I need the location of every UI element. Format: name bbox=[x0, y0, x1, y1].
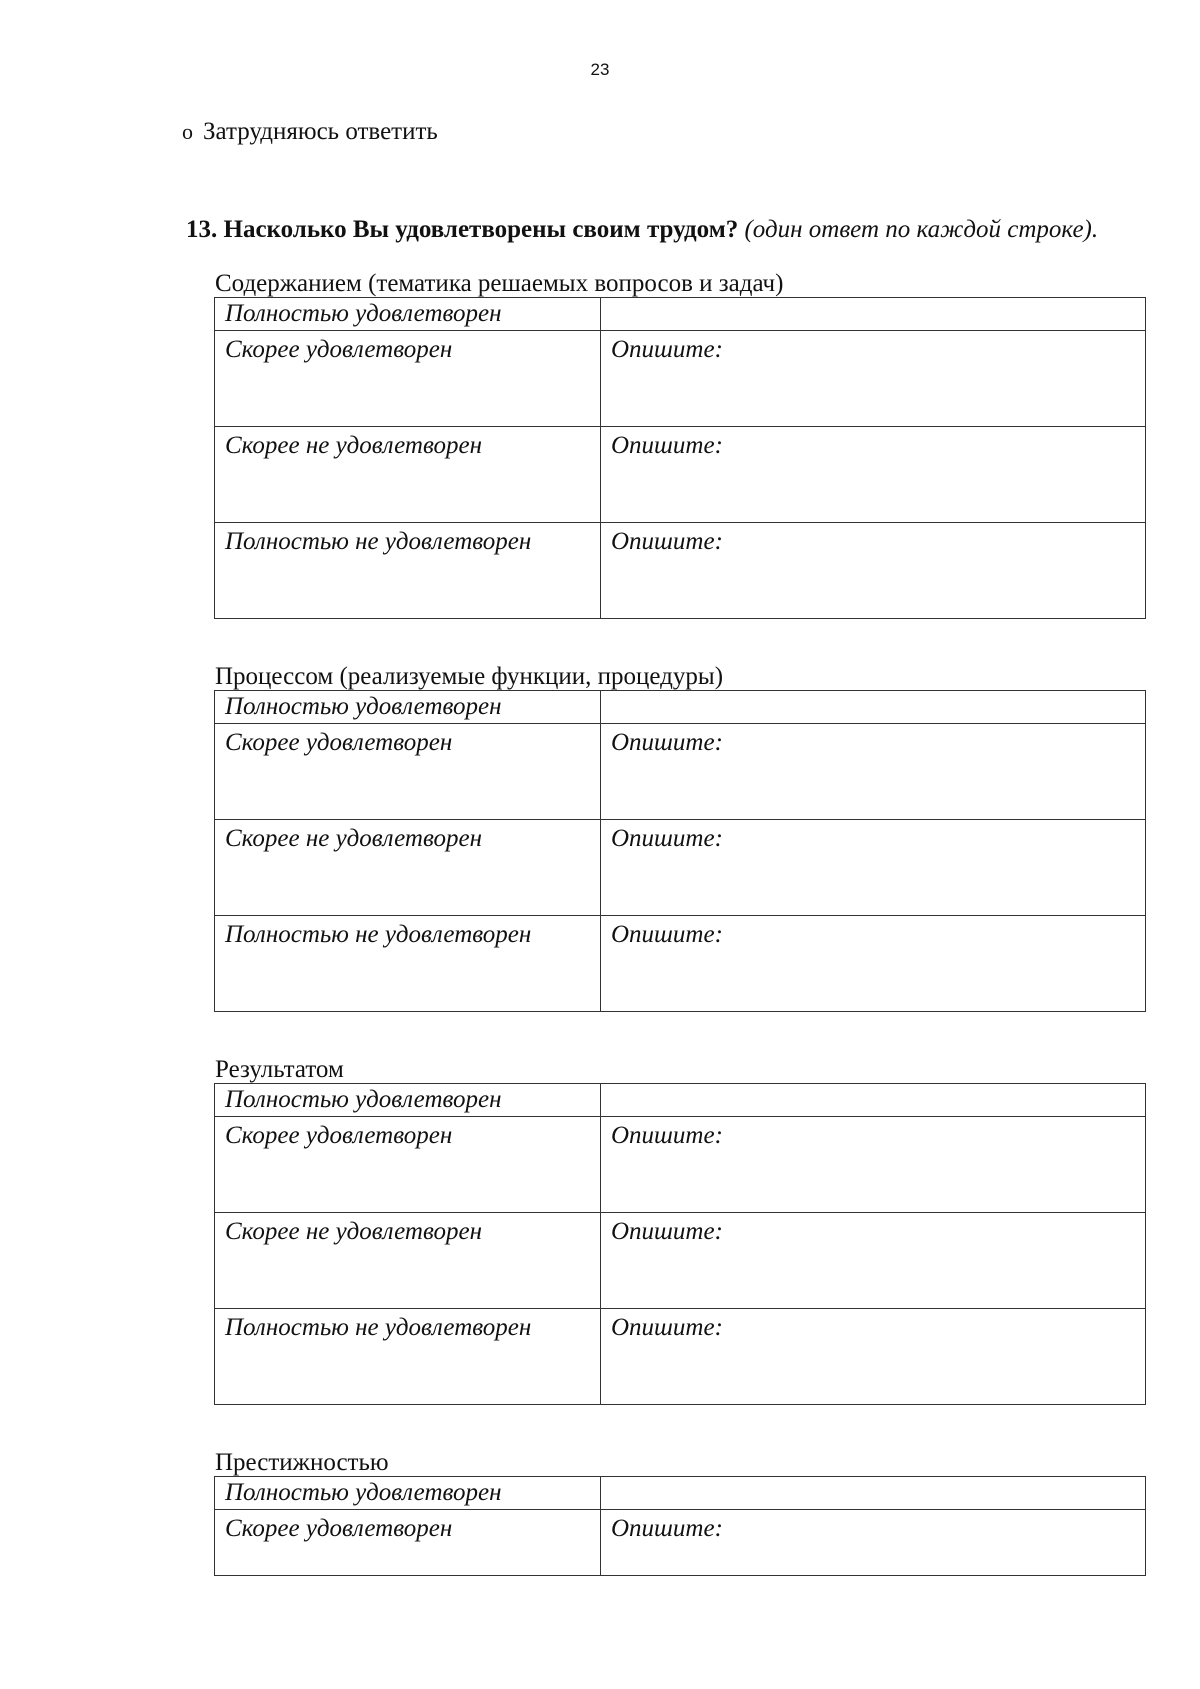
option-cell[interactable]: Скорее удовлетворен bbox=[215, 1117, 601, 1213]
table-row bbox=[215, 724, 1146, 820]
answer-option[interactable] bbox=[182, 118, 438, 146]
describe-cell[interactable] bbox=[601, 1477, 1146, 1510]
describe-cell[interactable] bbox=[601, 1084, 1146, 1117]
satisfaction-table-process bbox=[214, 690, 1146, 1012]
option-cell[interactable]: Полностью не удовлетворен bbox=[215, 523, 601, 619]
describe-cell[interactable]: Опишите: bbox=[601, 1117, 1146, 1213]
satisfaction-table-result bbox=[214, 1083, 1146, 1405]
option-label: Затрудняюсь ответить bbox=[203, 118, 438, 145]
describe-cell[interactable]: Опишите: bbox=[601, 523, 1146, 619]
section-heading-process: Процессом (реализуемые функции, процедуры) bbox=[215, 663, 724, 690]
satisfaction-table-prestige bbox=[214, 1476, 1146, 1576]
option-cell[interactable]: Скорее удовлетворен bbox=[215, 331, 601, 427]
table-row bbox=[215, 1213, 1146, 1309]
option-cell[interactable]: Полностью не удовлетворен bbox=[215, 1309, 601, 1405]
option-cell[interactable]: Полностью удовлетворен bbox=[215, 1477, 601, 1510]
section-heading-content: Содержанием (тематика решаемых вопросов и задач) bbox=[215, 270, 784, 297]
table-row bbox=[215, 1117, 1146, 1213]
describe-cell[interactable]: Опишите: bbox=[601, 1510, 1146, 1576]
option-cell[interactable]: Скорее удовлетворен bbox=[215, 724, 601, 820]
option-cell[interactable]: Скорее удовлетворен bbox=[215, 1510, 601, 1576]
table-row bbox=[215, 691, 1146, 724]
option-cell[interactable]: Скорее не удовлетворен bbox=[215, 427, 601, 523]
table-row bbox=[215, 298, 1146, 331]
describe-cell[interactable]: Опишите: bbox=[601, 331, 1146, 427]
describe-cell[interactable]: Опишите: bbox=[601, 724, 1146, 820]
section-heading-result: Результатом bbox=[215, 1056, 344, 1083]
question-text: Насколько Вы удовлетворены своим трудом? bbox=[223, 216, 739, 243]
table-row bbox=[215, 1309, 1146, 1405]
describe-cell[interactable]: Опишите: bbox=[601, 820, 1146, 916]
describe-cell[interactable] bbox=[601, 298, 1146, 331]
option-cell[interactable]: Полностью удовлетворен bbox=[215, 1084, 601, 1117]
describe-cell[interactable]: Опишите: bbox=[601, 1309, 1146, 1405]
option-cell[interactable]: Скорее не удовлетворен bbox=[215, 1213, 601, 1309]
table-row bbox=[215, 1510, 1146, 1576]
option-cell[interactable]: Полностью удовлетворен bbox=[215, 298, 601, 331]
satisfaction-table-content bbox=[214, 297, 1146, 619]
table-row bbox=[215, 427, 1146, 523]
table-row bbox=[215, 331, 1146, 427]
section-heading-prestige: Престижностью bbox=[215, 1449, 389, 1476]
table-row bbox=[215, 1477, 1146, 1510]
table-row bbox=[215, 523, 1146, 619]
question-note: (один ответ по каждой строке). bbox=[744, 216, 1099, 243]
option-cell[interactable]: Полностью удовлетворен bbox=[215, 691, 601, 724]
table-row bbox=[215, 820, 1146, 916]
option-bullet[interactable]: o bbox=[182, 119, 193, 144]
table-row bbox=[215, 916, 1146, 1012]
describe-cell[interactable]: Опишите: bbox=[601, 1213, 1146, 1309]
question-number: 13. bbox=[186, 216, 218, 243]
option-cell[interactable]: Полностью не удовлетворен bbox=[215, 916, 601, 1012]
page-number: 23 bbox=[590, 60, 610, 79]
describe-cell[interactable]: Опишите: bbox=[601, 427, 1146, 523]
question-13 bbox=[124, 213, 1140, 247]
table-row bbox=[215, 1084, 1146, 1117]
describe-cell[interactable] bbox=[601, 691, 1146, 724]
option-cell[interactable]: Скорее не удовлетворен bbox=[215, 820, 601, 916]
describe-cell[interactable]: Опишите: bbox=[601, 916, 1146, 1012]
